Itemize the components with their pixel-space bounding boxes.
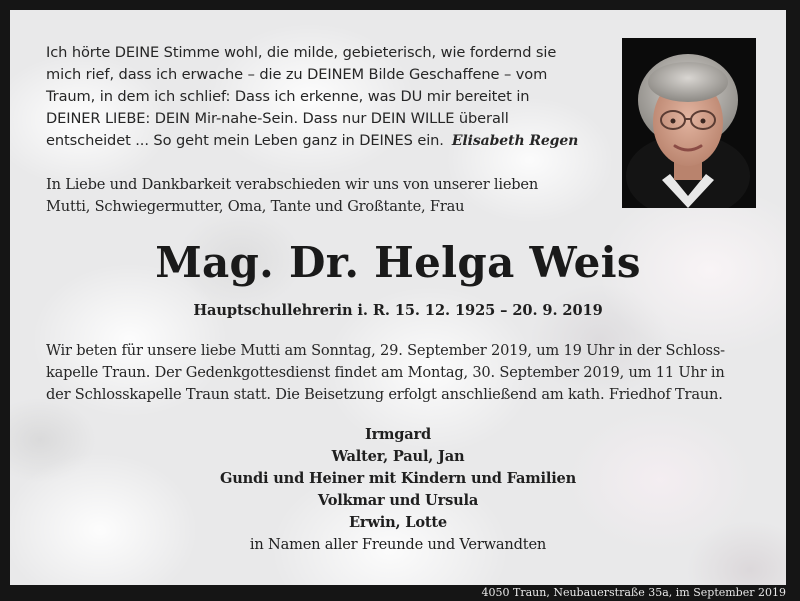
poem-line-last (46, 130, 616, 152)
poem-author: Elisabeth Regen (451, 133, 579, 149)
deceased-profession-dates: Hauptschullehrerin i. R. 15. 12. 1925 – 20. 9. 2019 (193, 302, 603, 319)
obituary-card (10, 10, 786, 585)
poem-line: mich rief, dass ich erwache – die zu DEINEM Bilde Geschaffene – vom (46, 66, 548, 83)
poem-quote (46, 42, 616, 152)
mourner-entry: Walter, Paul, Jan (331, 448, 465, 465)
poem-line: DEINER LIEBE: DEIN Mir-nahe-Sein. Dass nur DEIN WILLE überall (46, 110, 509, 127)
intro-text (46, 174, 606, 218)
mourners-closing: in Namen aller Freunde und Verwandten (249, 536, 547, 553)
intro-line: Mutti, Schwiegermutter, Oma, Tante und Großtante, Frau (46, 198, 465, 215)
poem-line: Ich hörte DEINE Stimme wohl, die milde, gebieterisch, wie fordernd sie (46, 44, 557, 61)
service-line: kapelle Traun. Der Gedenkgottesdienst findet am Montag, 30. September 2019, um 11 Uhr in (46, 364, 725, 381)
service-line: Wir beten für unsere liebe Mutti am Sonntag, 29. September 2019, um 19 Uhr in der Schloss- (46, 342, 725, 359)
footer-address: 4050 Traun, Neubauerstraße 35a, im September 2019 (481, 586, 786, 599)
intro-line: In Liebe und Dankbarkeit verabschieden wir uns von unserer lieben (46, 176, 539, 193)
mourner-entry: Erwin, Lotte (348, 514, 448, 531)
mourner-entry: Volkmar und Ursula (317, 492, 479, 509)
service-details (46, 340, 766, 406)
portrait-photo (622, 38, 756, 208)
mourner-entry: Irmgard (364, 426, 432, 443)
mourners-list (10, 424, 786, 556)
poem-line: Traum, in dem ich schlief: Dass ich erkenne, was DU mir bereitet in (46, 88, 530, 105)
poem-line-text: entscheidet ... So geht mein Leben ganz in DEINES ein. (46, 132, 444, 149)
deceased-name: Mag. Dr. Helga Weis (155, 238, 641, 287)
mourner-entry: Gundi und Heiner mit Kindern und Familien (219, 470, 577, 487)
portrait-illustration (622, 38, 756, 208)
service-line: der Schlosskapelle Traun statt. Die Beisetzung erfolgt anschließend am kath. Friedhof Traun. (46, 386, 723, 403)
